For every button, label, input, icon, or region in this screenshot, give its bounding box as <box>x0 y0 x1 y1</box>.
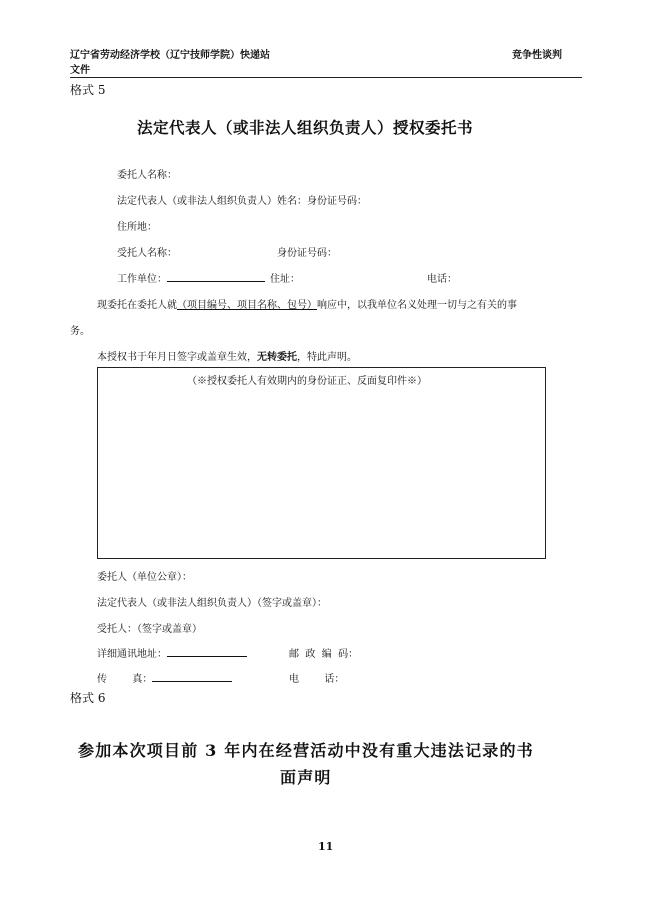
postcode-label: 邮 政 编 码： <box>289 649 359 660</box>
work-unit-label: 工作单位： <box>117 274 167 285</box>
authorization-line <box>97 296 517 311</box>
id-copy-box <box>97 367 546 559</box>
legal-rep-label: 法定代表人（或非法人组织负责人）姓名：身份证号码： <box>117 196 367 207</box>
contact-address-row <box>97 645 247 660</box>
sign-client-label: 委托人（单位公章）： <box>97 572 192 583</box>
authorization-project-info: （项目编号、项目名称、包号） <box>177 300 317 311</box>
header-org-line1: 辽宁省劳动经济学校（辽宁技师学院）快递站 <box>70 50 270 61</box>
header-rule <box>70 77 582 78</box>
client-name-label: 委托人名称： <box>117 170 177 181</box>
header-org-line2: 文件 <box>70 65 90 76</box>
agent-id-label: 身份证号码： <box>277 248 337 259</box>
agent-name-label: 受托人名称： <box>117 248 177 259</box>
tel-label: 电 话： <box>289 674 345 685</box>
format5-label: 格式 5 <box>70 83 106 97</box>
page-number: 11 <box>318 840 334 853</box>
authorization-post: 响应中，以我单位名义处理一切与之有关的事 <box>317 300 517 311</box>
residence-label: 住址： <box>270 274 300 285</box>
address-label: 住所地： <box>117 222 157 233</box>
authorization-continuation: 务。 <box>70 326 90 337</box>
contact-address-label: 详细通讯地址： <box>97 649 167 660</box>
header-right-label: 竞争性谈判 <box>512 50 562 61</box>
format5-title: 法定代表人（或非法人组织负责人）授权委托书 <box>137 118 474 137</box>
validity-no-sub-delegation: 无转委托 <box>257 352 297 363</box>
authorization-pre: 现委托在委托人就 <box>97 300 177 311</box>
phone-label: 电话： <box>427 274 457 285</box>
validity-pre: 本授权书于年月日签字或盖章生效， <box>97 352 257 363</box>
validity-line <box>97 348 357 363</box>
fax-label: 传 真： <box>97 674 153 685</box>
validity-post: ，特此声明。 <box>297 352 357 363</box>
fax-row <box>97 670 232 685</box>
work-unit-row <box>117 270 265 285</box>
sign-legal-rep-label: 法定代表人（或非法人组织负责人）（签字或盖章）： <box>97 598 327 609</box>
work-unit-blank <box>167 270 265 282</box>
fax-blank <box>152 670 232 682</box>
sign-agent-label: 受托人：（签字或盖章） <box>97 624 202 635</box>
contact-address-blank <box>167 645 247 657</box>
format6-title-line1: 参加本次项目前 3 年内在经营活动中没有重大违法记录的书 <box>78 741 534 760</box>
format6-label: 格式 6 <box>70 691 106 705</box>
id-copy-note: （※授权委托人有效期内的身份证正、反面复印件※） <box>187 376 427 387</box>
format6-title-line2: 面声明 <box>280 768 332 787</box>
